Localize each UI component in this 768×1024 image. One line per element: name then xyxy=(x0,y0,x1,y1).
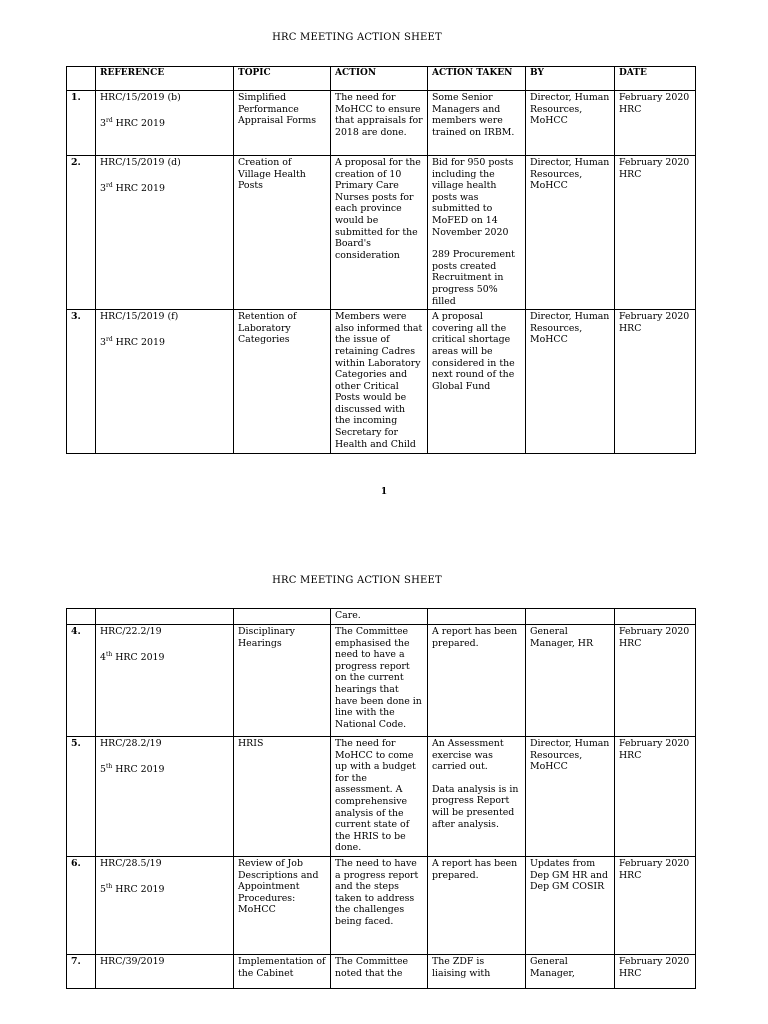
ordinal-suffix: rd xyxy=(105,181,113,189)
action-taken-text: Bid for 950 posts including the village health posts was submitted to MoFED on 14 November 2020 xyxy=(432,157,514,238)
topic-cell xyxy=(234,609,331,625)
ordinal-suffix: th xyxy=(105,762,113,770)
date-cell xyxy=(615,609,696,625)
date-cell: February 2020 HRC xyxy=(615,91,696,156)
reference-cell xyxy=(96,310,234,454)
table-row xyxy=(67,156,696,310)
date-cell: February 2020 HRC xyxy=(615,737,696,857)
topic-cell: HRIS xyxy=(234,737,331,857)
by-cell: Director, Human Resources, MoHCC xyxy=(526,310,615,454)
ordinal-suffix: rd xyxy=(105,116,113,124)
page-number: 1 xyxy=(380,487,388,497)
by-cell: Director, Human Resources, MoHCC xyxy=(526,91,615,156)
row-number: 1. xyxy=(67,91,96,156)
action-taken-cell xyxy=(428,91,526,156)
meeting-label: 5th HRC 2019 xyxy=(100,882,165,895)
date-cell: February 2020 HRC xyxy=(615,954,696,988)
action-taken-cell xyxy=(428,856,526,954)
ordinal-suffix: rd xyxy=(105,335,113,343)
row-number xyxy=(67,609,96,625)
reference-cell xyxy=(96,856,234,954)
action-taken-text: 289 Procurement posts created Recruitment in progress 50% filled xyxy=(432,249,515,307)
header-topic: TOPIC xyxy=(234,67,331,91)
reference-cell xyxy=(96,156,234,310)
reference-cell xyxy=(96,737,234,857)
table-row xyxy=(67,737,696,857)
action-cell: The Committee noted that the xyxy=(331,954,428,988)
action-taken-text: Some Senior Managers and members were trained on IRBM. xyxy=(432,92,515,138)
ordinal-suffix: th xyxy=(105,650,113,658)
table-row xyxy=(67,609,696,625)
header-number xyxy=(67,67,96,91)
action-taken-cell xyxy=(428,156,526,310)
action-cell: A proposal for the creation of 10 Primary Care Nurses posts for each province would be submitted for the Board's consideration xyxy=(331,156,428,310)
reference-cell xyxy=(96,625,234,737)
action-taken-text: A report has been prepared. xyxy=(432,626,518,649)
action-taken-text: Data analysis is in progress Report will be presented after analysis. xyxy=(432,783,519,830)
action-taken-cell: The ZDF is liaising with xyxy=(428,954,526,988)
meeting-label: 3rd HRC 2019 xyxy=(100,335,165,348)
row-number: 6. xyxy=(67,856,96,954)
meeting-label: 3rd HRC 2019 xyxy=(100,181,165,194)
date-cell: February 2020 HRC xyxy=(615,156,696,310)
topic-cell: Creation of Village Health Posts xyxy=(234,156,331,310)
action-cell: The need for MoHCC to ensure that appraisals for 2018 are done. xyxy=(331,91,428,156)
action-sheet-table xyxy=(66,66,696,454)
action-taken-cell xyxy=(428,609,526,625)
meeting-label: 4th HRC 2019 xyxy=(100,650,165,663)
topic-cell: Simplified Performance Appraisal Forms xyxy=(234,91,331,156)
action-cell: Care. xyxy=(331,609,428,625)
reference-code: HRC/28.2/19 xyxy=(100,738,162,749)
action-taken-text: An Assessment exercise was carried out. xyxy=(432,738,504,773)
table-row xyxy=(67,856,696,954)
date-cell: February 2020 HRC xyxy=(615,310,696,454)
header-action: ACTION xyxy=(331,67,428,91)
action-taken-text: A report has been prepared. xyxy=(432,857,518,881)
reference-code: HRC/22.2/19 xyxy=(100,626,162,637)
reference-cell xyxy=(96,609,234,625)
table-row xyxy=(67,625,696,737)
action-taken-cell xyxy=(428,310,526,454)
reference-cell xyxy=(96,91,234,156)
topic-cell: Disciplinary Hearings xyxy=(234,625,331,737)
document-page-2 xyxy=(0,560,768,1024)
table-row xyxy=(67,91,696,156)
action-taken-cell xyxy=(428,737,526,857)
meeting-label: 3rd HRC 2019 xyxy=(100,116,165,129)
action-cell: The need to have a progress report and the steps taken to address the challenges being faced. xyxy=(331,856,428,954)
reference-code: HRC/15/2019 (b) xyxy=(100,92,181,103)
row-number: 4. xyxy=(67,625,96,737)
action-taken-cell xyxy=(428,625,526,737)
by-cell: Updates from Dep GM HR and Dep GM COSIR xyxy=(526,856,615,954)
date-cell: February 2020 HRC xyxy=(615,625,696,737)
by-cell: Director, Human Resources, MoHCC xyxy=(526,737,615,857)
reference-cell: HRC/39/2019 xyxy=(96,954,234,988)
by-cell xyxy=(526,609,615,625)
row-number: 7. xyxy=(67,954,96,988)
row-number: 5. xyxy=(67,737,96,857)
row-number: 3. xyxy=(67,310,96,454)
action-taken-text: A proposal covering all the critical shortage areas will be considered in the next round of the Global Fund xyxy=(432,311,515,392)
header-action-taken: ACTION TAKEN xyxy=(428,67,526,91)
table-row xyxy=(67,310,696,454)
sheet-title: HRC MEETING ACTION SHEET xyxy=(272,32,442,43)
topic-cell: Implementation of the Cabinet xyxy=(234,954,331,988)
table-header-row xyxy=(67,67,696,91)
action-cell: Members were also informed that the issue of retaining Cadres within Laboratory Categories and other Critical Posts would be discussed with the incoming Secretary for Health and Child xyxy=(331,310,428,454)
header-reference: REFERENCE xyxy=(96,67,234,91)
by-cell: General Manager, HR xyxy=(526,625,615,737)
action-cell: The need for MoHCC to come up with a budget for the assessment. A comprehensive analysis of the current state of the HRIS to be done. xyxy=(331,737,428,857)
reference-code: HRC/28.5/19 xyxy=(100,857,162,869)
reference-code: HRC/15/2019 (d) xyxy=(100,157,181,168)
header-by: BY xyxy=(526,67,615,91)
action-sheet-table-continued xyxy=(66,608,696,989)
header-date: DATE xyxy=(615,67,696,91)
date-cell: February 2020 HRC xyxy=(615,856,696,954)
page-break xyxy=(0,520,768,560)
table-row xyxy=(67,954,696,988)
by-cell: Director, Human Resources, MoHCC xyxy=(526,156,615,310)
sheet-title: HRC MEETING ACTION SHEET xyxy=(272,575,442,586)
topic-cell: Review of Job Descriptions and Appointment Procedures: MoHCC xyxy=(234,856,331,954)
action-cell: The Committee emphasised the need to have a progress report on the current hearings that have been done in line with the National Code. xyxy=(331,625,428,737)
row-number: 2. xyxy=(67,156,96,310)
topic-cell: Retention of Laboratory Categories xyxy=(234,310,331,454)
by-cell: General Manager, xyxy=(526,954,615,988)
ordinal-suffix: th xyxy=(105,882,113,890)
reference-code: HRC/15/2019 (f) xyxy=(100,311,179,323)
meeting-label: 5th HRC 2019 xyxy=(100,762,165,775)
